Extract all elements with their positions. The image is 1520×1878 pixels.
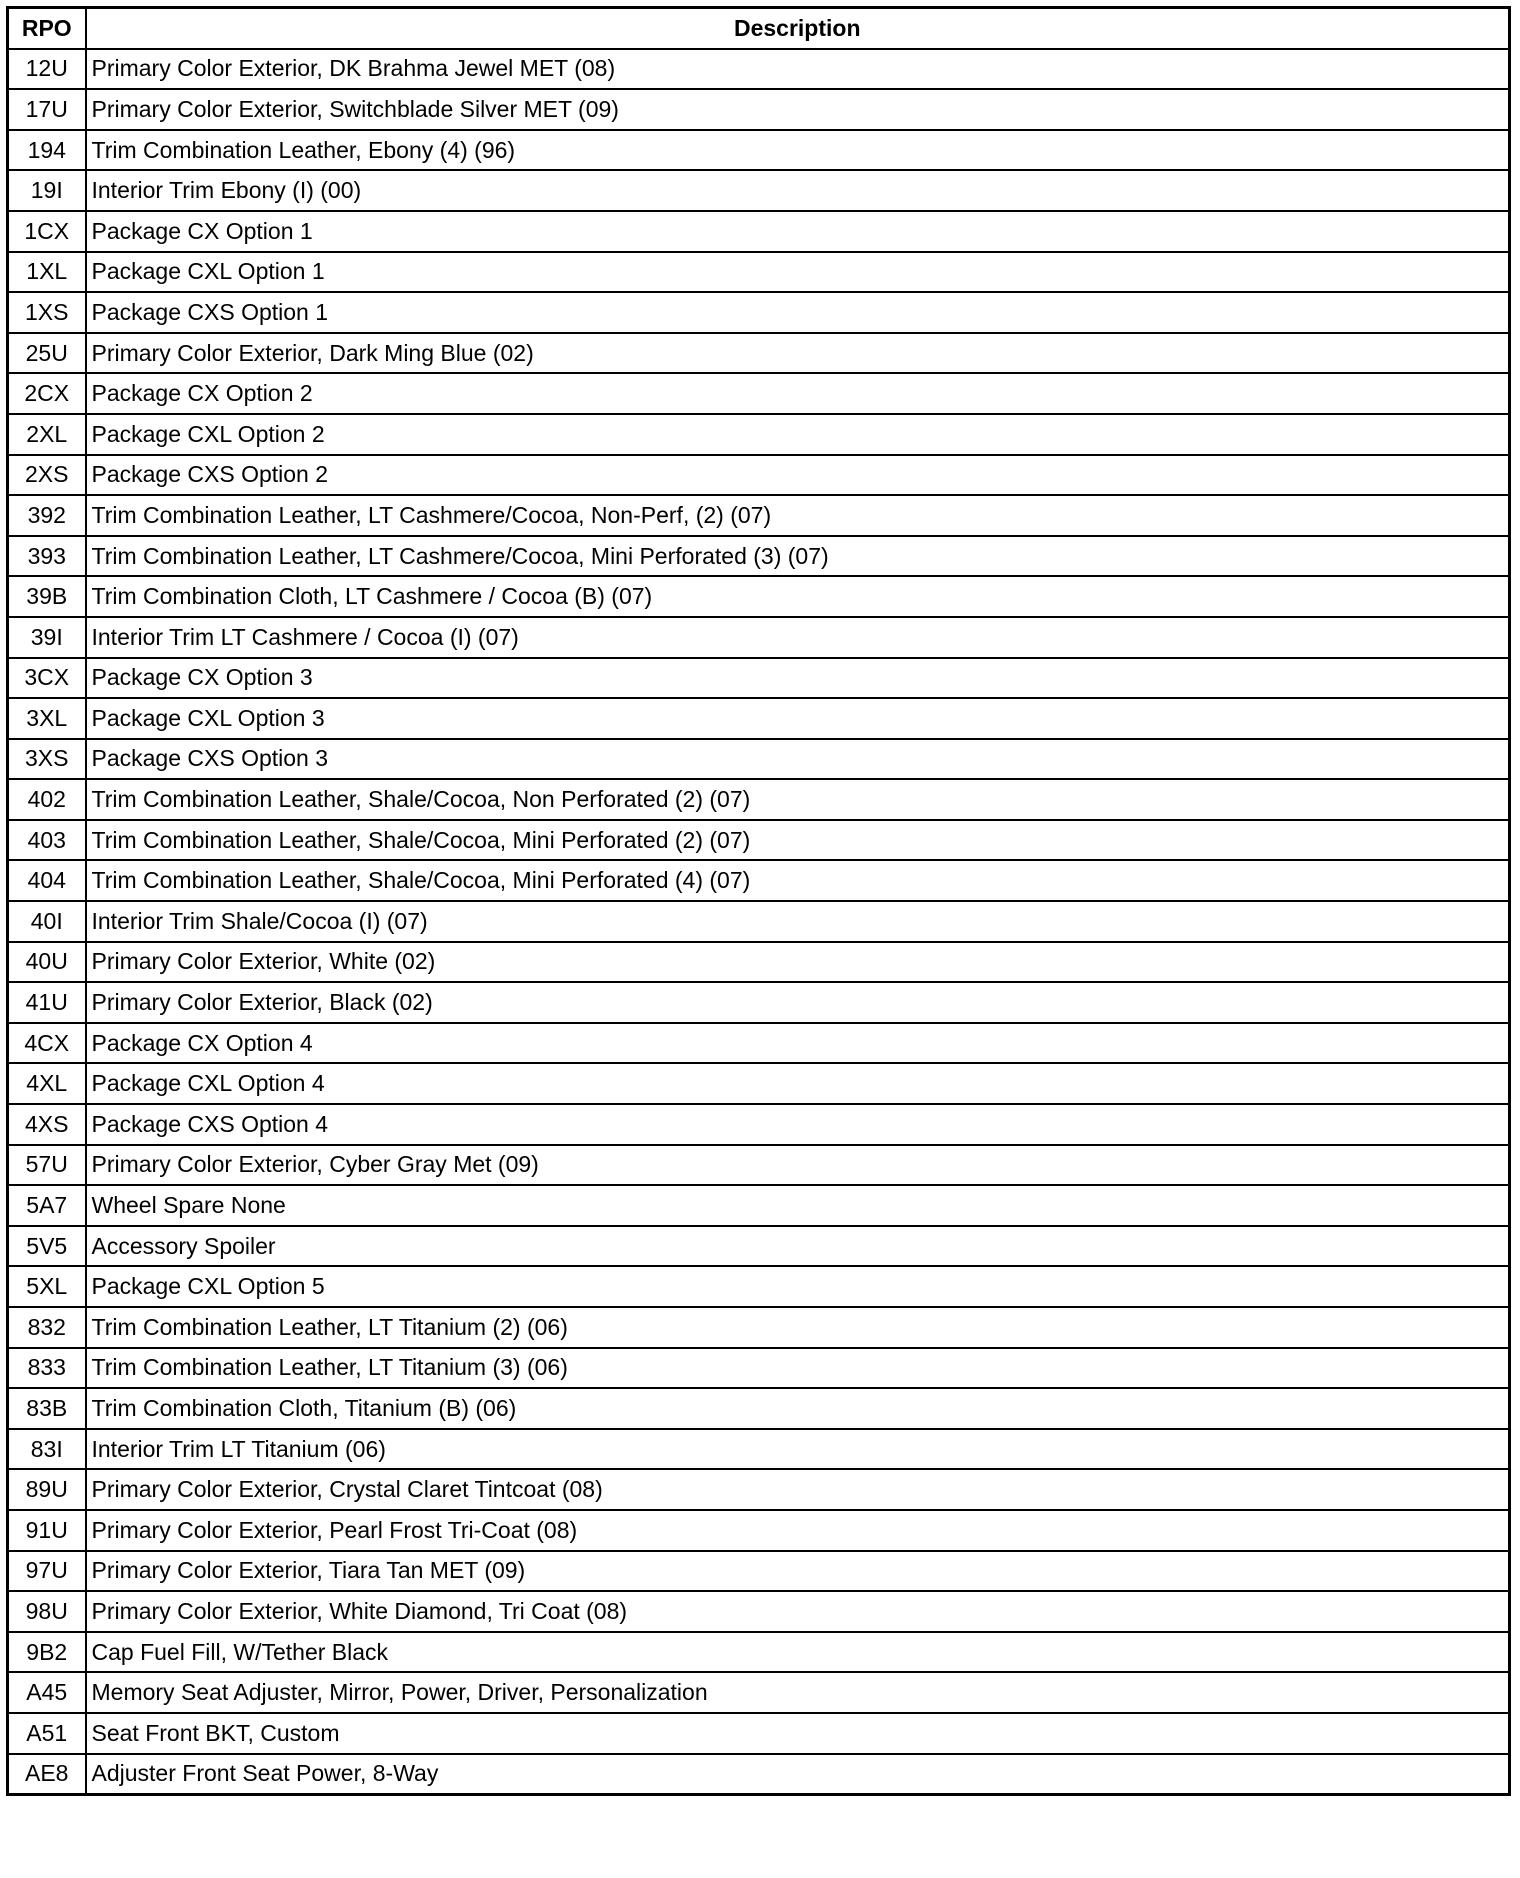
rpo-code-cell: 41U <box>8 982 86 1023</box>
table-row <box>8 901 1510 942</box>
table-row <box>8 1591 1510 1632</box>
description-cell: Interior Trim LT Cashmere / Cocoa (I) (07) <box>86 617 1510 658</box>
rpo-code-cell: 403 <box>8 820 86 861</box>
rpo-code-cell: 39I <box>8 617 86 658</box>
table-row <box>8 292 1510 333</box>
description-cell: Trim Combination Leather, Ebony (4) (96) <box>86 130 1510 171</box>
description-cell: Package CXS Option 1 <box>86 292 1510 333</box>
table-row <box>8 1307 1510 1348</box>
column-header-description: Description <box>86 8 1510 49</box>
table-row <box>8 1023 1510 1064</box>
description-cell: Package CXL Option 5 <box>86 1266 1510 1307</box>
table-row <box>8 1266 1510 1307</box>
description-cell: Trim Combination Leather, LT Titanium (3) (06) <box>86 1348 1510 1389</box>
table-row <box>8 89 1510 130</box>
table-row <box>8 495 1510 536</box>
rpo-code-cell: A45 <box>8 1672 86 1713</box>
header-row <box>8 8 1510 49</box>
description-cell: Package CXL Option 3 <box>86 698 1510 739</box>
table-row <box>8 1388 1510 1429</box>
description-cell: Trim Combination Cloth, Titanium (B) (06) <box>86 1388 1510 1429</box>
rpo-code-cell: 4CX <box>8 1023 86 1064</box>
rpo-code-cell: 25U <box>8 333 86 374</box>
rpo-code-cell: 2XS <box>8 455 86 496</box>
description-cell: Trim Combination Leather, Shale/Cocoa, Mini Perforated (4) (07) <box>86 860 1510 901</box>
rpo-code-cell: 98U <box>8 1591 86 1632</box>
description-cell: Trim Combination Cloth, LT Cashmere / Cocoa (B) (07) <box>86 576 1510 617</box>
table-row <box>8 1754 1510 1795</box>
table-row <box>8 860 1510 901</box>
description-cell: Seat Front BKT, Custom <box>86 1713 1510 1754</box>
rpo-code-cell: 91U <box>8 1510 86 1551</box>
rpo-code-cell: 2XL <box>8 414 86 455</box>
table-row <box>8 1429 1510 1470</box>
description-cell: Primary Color Exterior, DK Brahma Jewel MET (08) <box>86 49 1510 90</box>
rpo-code-cell: 2CX <box>8 373 86 414</box>
table-row <box>8 576 1510 617</box>
description-cell: Package CXL Option 1 <box>86 252 1510 293</box>
description-cell: Trim Combination Leather, LT Cashmere/Cocoa, Mini Perforated (3) (07) <box>86 536 1510 577</box>
rpo-code-cell: A51 <box>8 1713 86 1754</box>
column-header-rpo: RPO <box>8 8 86 49</box>
rpo-code-cell: 3XS <box>8 739 86 780</box>
rpo-code-cell: 832 <box>8 1307 86 1348</box>
table-row <box>8 333 1510 374</box>
table-row <box>8 942 1510 983</box>
description-cell: Primary Color Exterior, Dark Ming Blue (02) <box>86 333 1510 374</box>
rpo-code-cell: 833 <box>8 1348 86 1389</box>
table-row <box>8 1145 1510 1186</box>
description-cell: Wheel Spare None <box>86 1185 1510 1226</box>
table-row <box>8 1348 1510 1389</box>
table-row <box>8 982 1510 1023</box>
table-row <box>8 373 1510 414</box>
rpo-code-cell: 402 <box>8 779 86 820</box>
table-row <box>8 414 1510 455</box>
description-cell: Primary Color Exterior, Tiara Tan MET (09) <box>86 1551 1510 1592</box>
table-row <box>8 1104 1510 1145</box>
rpo-code-cell: 39B <box>8 576 86 617</box>
rpo-code-cell: 83B <box>8 1388 86 1429</box>
table-row <box>8 1672 1510 1713</box>
rpo-code-cell: 5XL <box>8 1266 86 1307</box>
description-cell: Adjuster Front Seat Power, 8-Way <box>86 1754 1510 1795</box>
table-row <box>8 698 1510 739</box>
table-row <box>8 1469 1510 1510</box>
table-row <box>8 779 1510 820</box>
rpo-code-cell: 12U <box>8 49 86 90</box>
description-cell: Trim Combination Leather, Shale/Cocoa, Non Perforated (2) (07) <box>86 779 1510 820</box>
table-row <box>8 1632 1510 1673</box>
rpo-code-cell: 393 <box>8 536 86 577</box>
table-row <box>8 658 1510 699</box>
description-cell: Interior Trim Shale/Cocoa (I) (07) <box>86 901 1510 942</box>
table-row <box>8 170 1510 211</box>
description-cell: Package CXS Option 4 <box>86 1104 1510 1145</box>
table-row <box>8 1226 1510 1267</box>
table-row <box>8 536 1510 577</box>
rpo-code-cell: 5A7 <box>8 1185 86 1226</box>
rpo-code-cell: 4XL <box>8 1063 86 1104</box>
description-cell: Package CXL Option 4 <box>86 1063 1510 1104</box>
description-cell: Primary Color Exterior, White Diamond, Tri Coat (08) <box>86 1591 1510 1632</box>
description-cell: Package CXL Option 2 <box>86 414 1510 455</box>
table-row <box>8 211 1510 252</box>
table-row <box>8 1185 1510 1226</box>
description-cell: Package CXS Option 3 <box>86 739 1510 780</box>
rpo-code-cell: 1CX <box>8 211 86 252</box>
description-cell: Primary Color Exterior, Crystal Claret Tintcoat (08) <box>86 1469 1510 1510</box>
table-body <box>8 49 1510 1795</box>
description-cell: Memory Seat Adjuster, Mirror, Power, Driver, Personalization <box>86 1672 1510 1713</box>
table-row <box>8 1713 1510 1754</box>
rpo-code-cell: 19I <box>8 170 86 211</box>
rpo-code-cell: 392 <box>8 495 86 536</box>
rpo-code-cell: 9B2 <box>8 1632 86 1673</box>
table-row <box>8 1551 1510 1592</box>
description-cell: Accessory Spoiler <box>86 1226 1510 1267</box>
description-cell: Package CX Option 1 <box>86 211 1510 252</box>
description-cell: Package CXS Option 2 <box>86 455 1510 496</box>
description-cell: Primary Color Exterior, Cyber Gray Met (09) <box>86 1145 1510 1186</box>
description-cell: Primary Color Exterior, Switchblade Silver MET (09) <box>86 89 1510 130</box>
description-cell: Package CX Option 3 <box>86 658 1510 699</box>
table-row <box>8 49 1510 90</box>
rpo-code-cell: 40I <box>8 901 86 942</box>
rpo-code-cell: 5V5 <box>8 1226 86 1267</box>
rpo-code-cell: 89U <box>8 1469 86 1510</box>
table-row <box>8 252 1510 293</box>
rpo-code-cell: 3XL <box>8 698 86 739</box>
description-cell: Cap Fuel Fill, W/Tether Black <box>86 1632 1510 1673</box>
rpo-code-cell: 1XL <box>8 252 86 293</box>
rpo-code-cell: 83I <box>8 1429 86 1470</box>
description-cell: Package CX Option 4 <box>86 1023 1510 1064</box>
description-cell: Trim Combination Leather, LT Cashmere/Cocoa, Non-Perf, (2) (07) <box>86 495 1510 536</box>
description-cell: Trim Combination Leather, LT Titanium (2) (06) <box>86 1307 1510 1348</box>
description-cell: Primary Color Exterior, Black (02) <box>86 982 1510 1023</box>
description-cell: Interior Trim Ebony (I) (00) <box>86 170 1510 211</box>
rpo-code-cell: AE8 <box>8 1754 86 1795</box>
description-cell: Package CX Option 2 <box>86 373 1510 414</box>
description-cell: Primary Color Exterior, White (02) <box>86 942 1510 983</box>
table-row <box>8 820 1510 861</box>
rpo-code-cell: 1XS <box>8 292 86 333</box>
rpo-code-cell: 40U <box>8 942 86 983</box>
description-cell: Trim Combination Leather, Shale/Cocoa, Mini Perforated (2) (07) <box>86 820 1510 861</box>
rpo-code-cell: 17U <box>8 89 86 130</box>
rpo-code-cell: 404 <box>8 860 86 901</box>
rpo-code-cell: 57U <box>8 1145 86 1186</box>
table-row <box>8 617 1510 658</box>
table-row <box>8 1063 1510 1104</box>
table-row <box>8 130 1510 171</box>
rpo-code-cell: 3CX <box>8 658 86 699</box>
table-row <box>8 1510 1510 1551</box>
description-cell: Primary Color Exterior, Pearl Frost Tri-Coat (08) <box>86 1510 1510 1551</box>
rpo-table <box>6 6 1511 1796</box>
rpo-code-cell: 4XS <box>8 1104 86 1145</box>
rpo-code-cell: 194 <box>8 130 86 171</box>
description-cell: Interior Trim LT Titanium (06) <box>86 1429 1510 1470</box>
table-row <box>8 455 1510 496</box>
rpo-code-cell: 97U <box>8 1551 86 1592</box>
table-row <box>8 739 1510 780</box>
